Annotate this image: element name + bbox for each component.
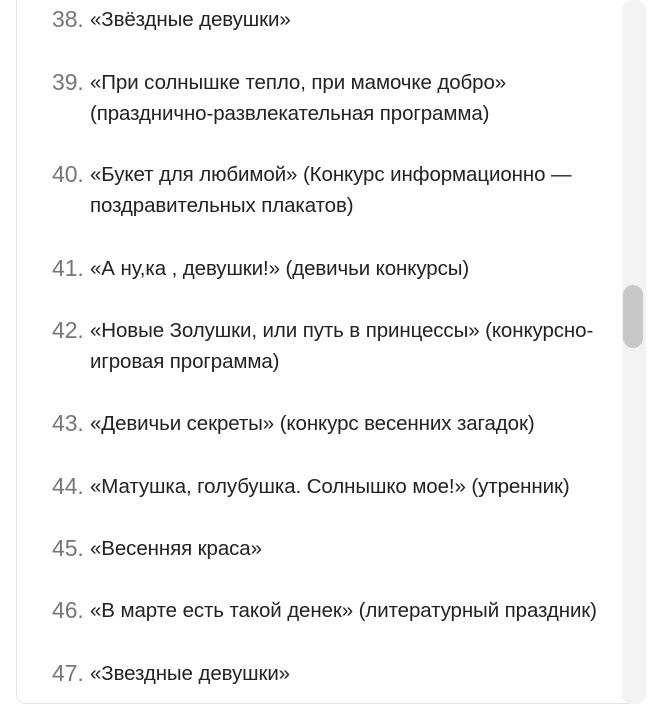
item-number: 41. xyxy=(52,255,84,281)
item-number: 38. xyxy=(52,6,84,32)
item-text: «Звездные девушки» xyxy=(90,662,290,685)
item-text: «Букет для любимой» (Конкурс информационно — поздравительных плакатов) xyxy=(90,163,572,217)
item-text: «При солнышке тепло, при мамочке добро» (празднично-развлекательная программа) xyxy=(90,71,507,125)
item-number: 47. xyxy=(52,660,84,686)
list-item xyxy=(52,595,612,626)
list-item xyxy=(52,4,612,35)
scrollbar-track[interactable] xyxy=(622,0,646,704)
item-number: 40. xyxy=(52,161,84,187)
item-number: 46. xyxy=(52,597,84,623)
item-number: 43. xyxy=(52,410,84,436)
item-text: «Весенняя краса» xyxy=(90,537,262,560)
item-number: 39. xyxy=(52,69,84,95)
item-text: «А ну,ка , девушки!» (девичьи конкурсы) xyxy=(90,257,470,280)
list-item xyxy=(52,658,612,689)
item-text: «Девичьи секреты» (конкурс весенних загадок) xyxy=(90,412,535,435)
item-text: «В марте есть такой денек» (литературный праздник) xyxy=(90,599,597,622)
list-item xyxy=(52,471,612,502)
list-item xyxy=(52,67,612,129)
list-item xyxy=(52,159,612,221)
list-item xyxy=(52,315,612,377)
list-item xyxy=(52,408,612,439)
item-number: 42. xyxy=(52,317,84,343)
list-item xyxy=(52,533,612,564)
item-number: 44. xyxy=(52,473,84,499)
list-item xyxy=(52,253,612,284)
item-text: «Звёздные девушки» xyxy=(90,8,291,31)
scrollbar-thumb[interactable] xyxy=(623,285,643,348)
item-text: «Матушка, голубушка. Солнышко мое!» (утренник) xyxy=(90,475,570,498)
item-number: 45. xyxy=(52,535,84,561)
item-text: «Новые Золушки, или путь в принцессы» (конкурсно-игровая программа) xyxy=(90,319,594,373)
